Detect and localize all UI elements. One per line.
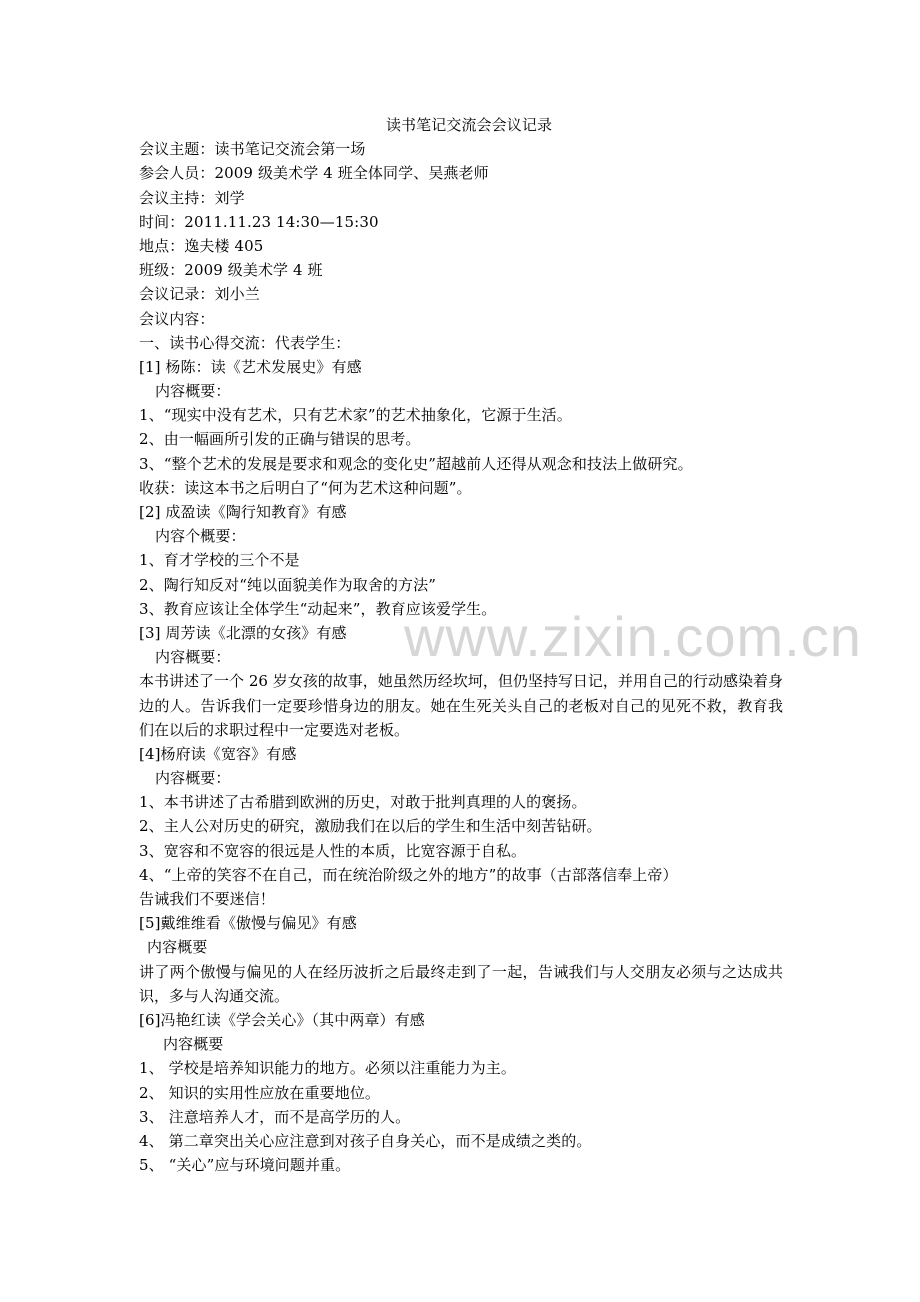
entry-takeaway: 收获：读这本书之后明白了“何为艺术这种问题”。 [139,478,472,497]
entry-paragraph: 讲了两个傲慢与偏见的人在经历波折之后最终走到了一起，告诫我们与人交朋友必须与之达成共识，多与人沟通交流。 [139,962,783,1005]
meeting-class: 班级：2009 级美术学 4 班 [139,261,323,280]
entry-point: 2、 知识的实用性应放在重要地位。 [139,1083,381,1102]
entry-point: 1、 学校是培养知识能力的地方。必须以注重能力为主。 [139,1059,516,1078]
entry-point: 2、陶行知反对“纯以面貌美作为取舍的方法” [139,575,436,594]
meeting-topic: 会议主题：读书笔记交流会第一场 [139,140,366,159]
entry-heading: [3] 周芳读《北漂的女孩》有感 [139,623,347,642]
meeting-recorder: 会议记录：刘小兰 [139,285,260,304]
entry-summary-label: 内容概要 [147,938,208,957]
meeting-place: 地点：逸夫楼 405 [139,236,264,255]
entry-point: 3、宽容和不宽容的很远是人性的本质，比宽容源于自私。 [139,841,527,860]
entry-summary-label: 内容概要： [155,648,231,667]
entry-point: 1、育才学校的三个不是 [139,551,300,570]
entry-point: 1、“现实中没有艺术，只有艺术家”的艺术抽象化，它源于生活。 [139,406,572,425]
meeting-time: 时间：2011.11.23 14:30—15:30 [139,212,379,231]
entry-heading: [1] 杨陈：读《艺术发展史》有感 [139,357,362,376]
entry-heading: [6]冯艳红读《学会关心》（其中两章）有感 [139,1011,425,1030]
entry-summary-label: 内容概要： [155,382,231,401]
entry-takeaway: 告诫我们不要迷信！ [139,890,275,909]
entry-point: 1、本书讲述了古希腊到欧洲的历史，对敢于批判真理的人的褒扬。 [139,793,587,812]
entry-point: 2、由一幅画所引发的正确与错误的思考。 [139,430,421,449]
entry-paragraph: 本书讲述了一个 26 岁女孩的故事，她虽然历经坎坷，但仍坚持写日记，并用自己的行动感染着身边的人。告诉我们一定要珍惜身边的朋友。她在生死关头自己的老板对自己的见死不救，教育我们在以后的求职过程中一定要选对老板。 [139,672,783,739]
watermark-text: www.zixin.com.cn [404,605,862,668]
document-body [139,113,789,1177]
meeting-host: 会议主持：刘学 [139,188,245,207]
meeting-attendees: 参会人员：2009 级美术学 4 班全体同学、吴燕老师 [139,164,489,183]
entry-point: 3、 注意培养人才，而不是高学历的人。 [139,1107,411,1126]
entry-summary-label: 内容概要 [163,1035,224,1054]
entry-heading: [2] 成盈读《陶行知教育》有感 [139,503,347,521]
entry-point: 2、主人公对历史的研究，激励我们在以后的学生和生活中刻苦钻研。 [139,817,602,836]
document-title: 读书笔记交流会会议记录 [385,116,553,134]
entry-point: 4、 第二章突出关心应注意到对孩子自身关心，而不是成绩之类的。 [139,1131,592,1150]
entry-point: 3、教育应该让全体学生“动起来”，教育应该爱学生。 [139,599,497,618]
entry-summary-label: 内容概要： [155,769,231,788]
entry-summary-label: 内容个概要： [155,527,246,546]
entry-point: 4、“上帝的笑容不在自己，而在统治阶级之外的地方”的故事（古部落信奉上帝） [139,865,678,884]
entry-heading: [5]戴维维看《傲慢与偏见》有感 [139,914,357,933]
entry-heading: [4]杨府读《宽容》有感 [139,744,297,763]
meeting-content-label: 会议内容： [139,309,215,328]
section-heading: 一、读书心得交流：代表学生： [139,333,351,352]
entry-point: 3、“整个艺术的发展是要求和观念的变化史”超越前人还得从观念和技法上做研究。 [139,454,693,473]
entry-point: 5、 “关心”应与环境问题并重。 [139,1156,351,1175]
